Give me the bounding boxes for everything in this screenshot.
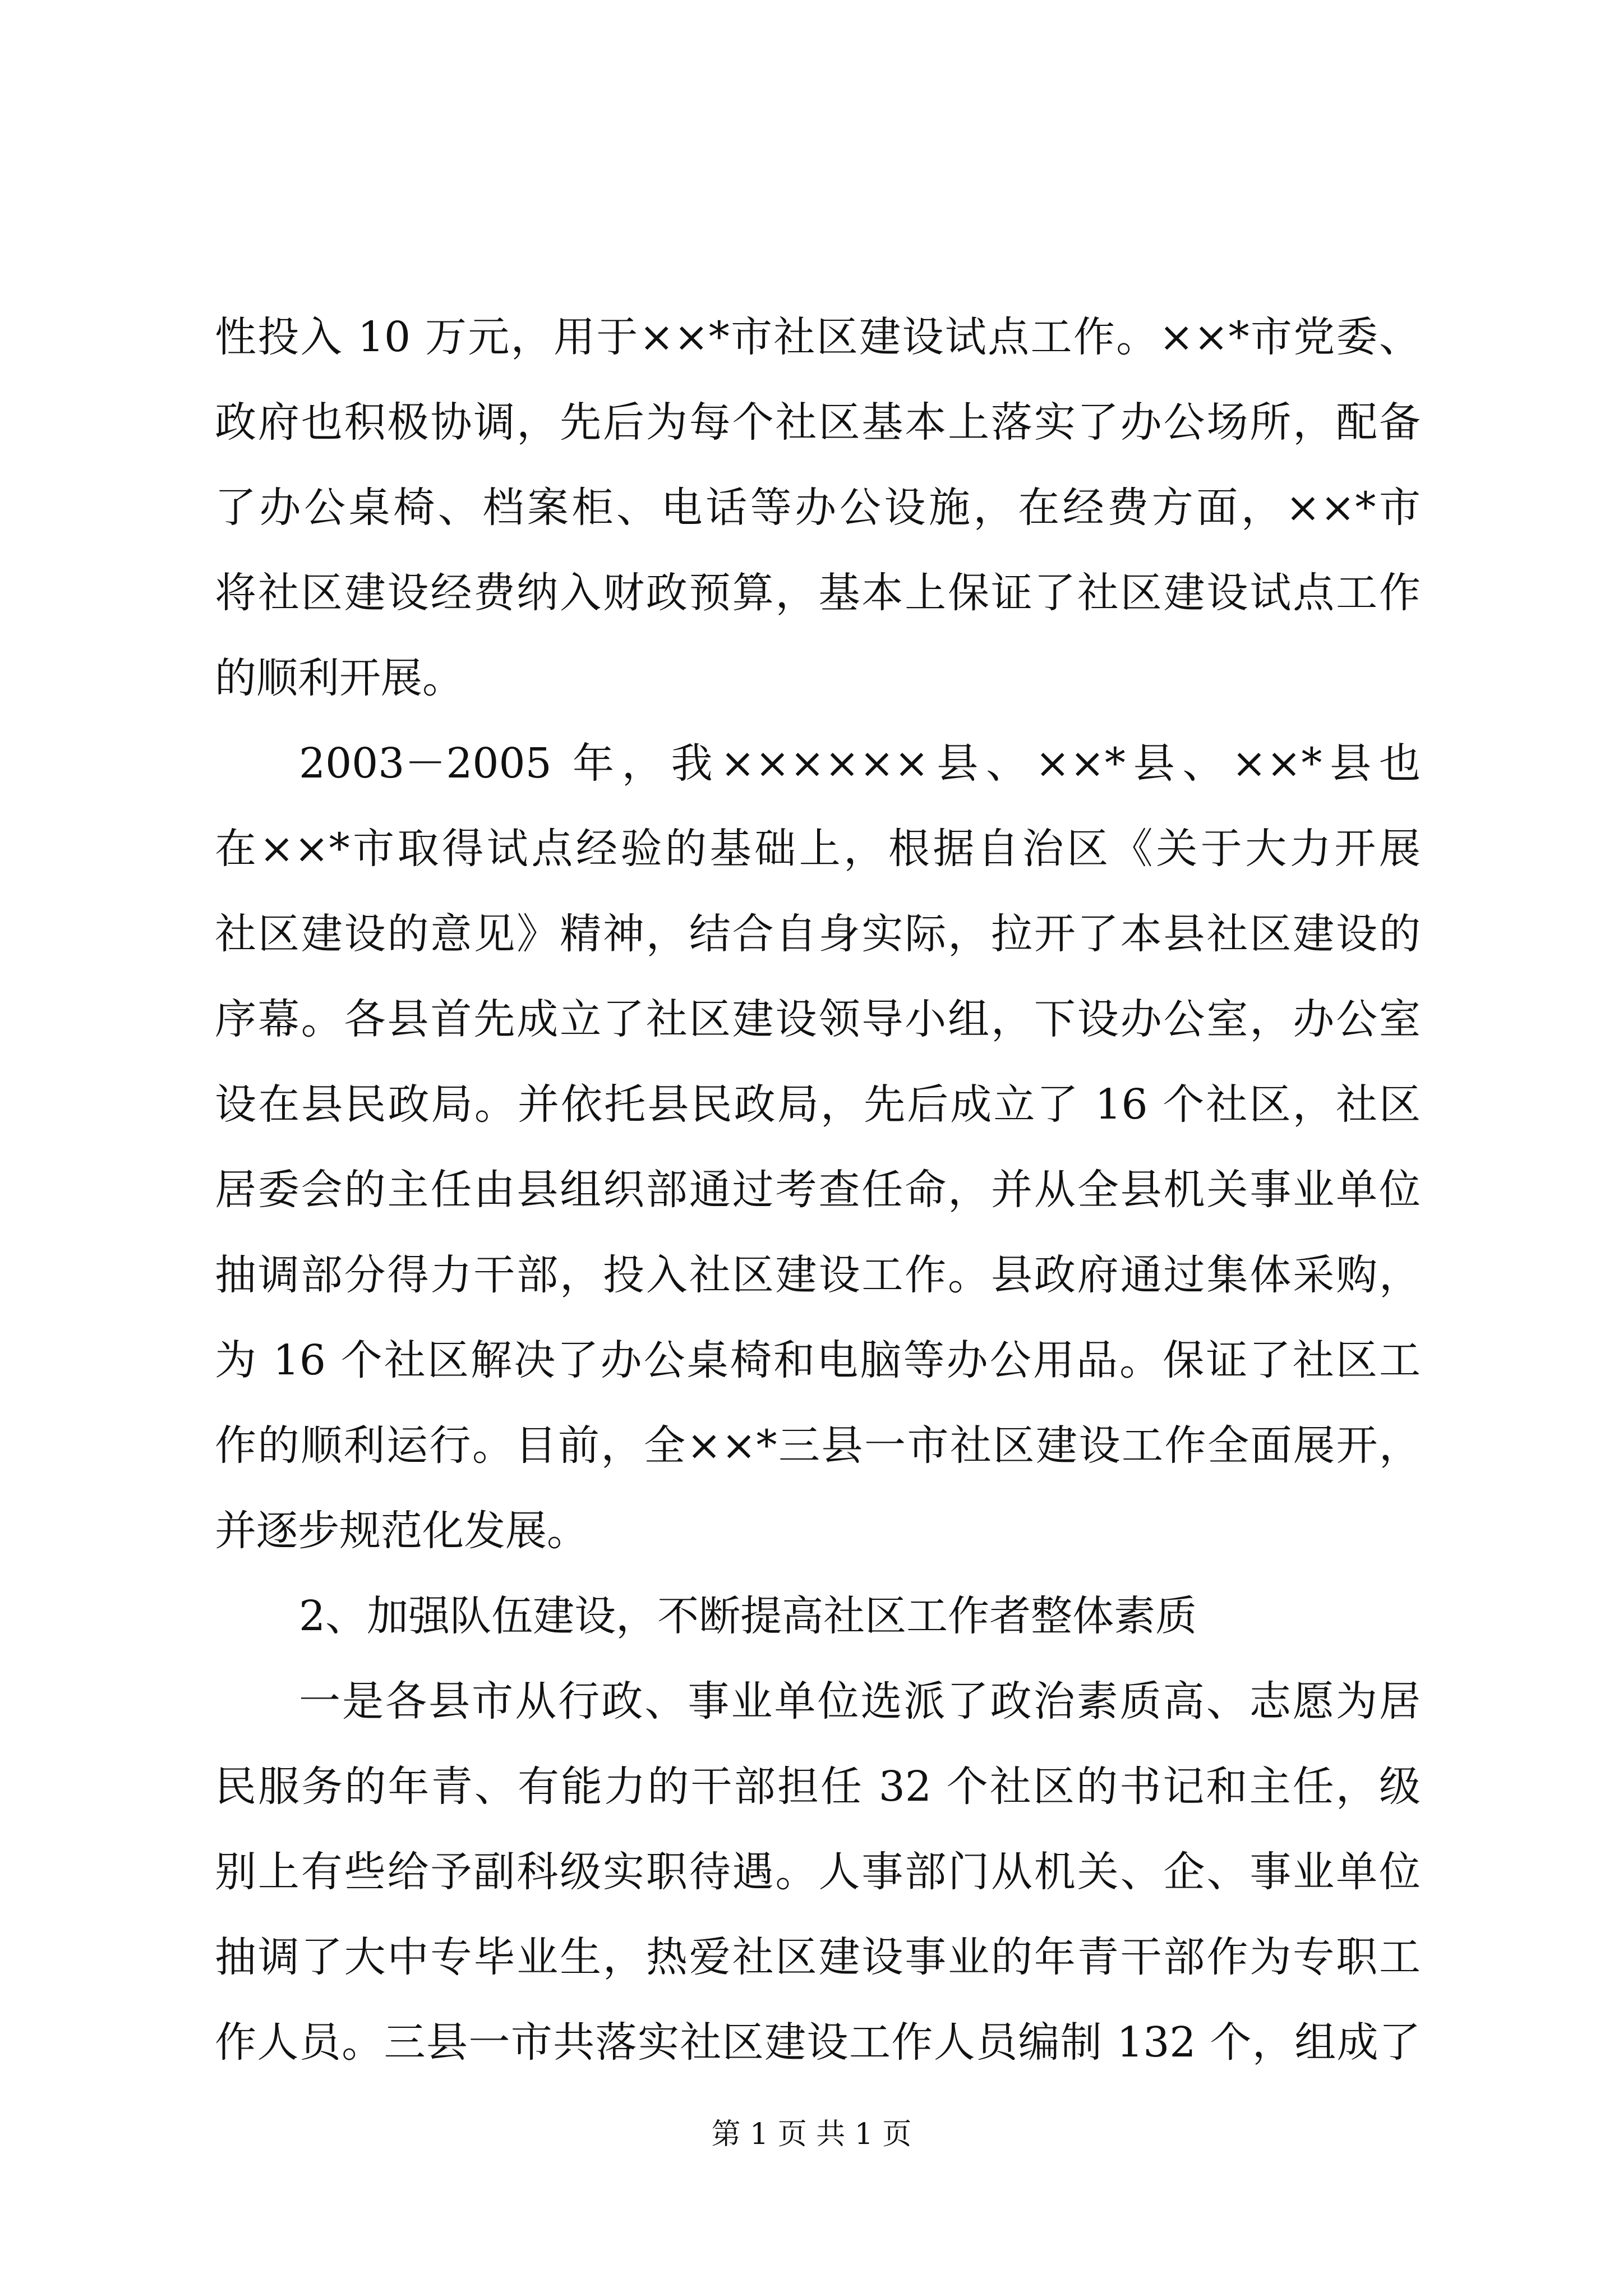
text-line: 别上有些给予副科级实职待遇。人事部门从机关、企、事业单位 [215, 1848, 1421, 1896]
text-line: 序幕。各县首先成立了社区建设领导小组，下设办公室，办公室 [215, 995, 1421, 1043]
text-line: 居委会的主任由县组织部通过考查任命，并从全县机关事业单位 [215, 1166, 1421, 1214]
text-line: 为 16 个社区解决了办公桌椅和电脑等办公用品。保证了社区工 [215, 1336, 1421, 1384]
paragraph-start-line: 一是各县市从行政、事业单位选派了政治素质高、志愿为居 [299, 1677, 1421, 1726]
text-line: 性投入 10 万元，用于××*市社区建设试点工作。××*市党委、 [215, 313, 1421, 361]
text-line: 抽调部分得力干部，投入社区建设工作。县政府通过集体采购， [215, 1251, 1421, 1299]
text-line: 设在县民政局。并依托县民政局，先后成立了 16 个社区，社区 [215, 1080, 1421, 1129]
text-line: 政府也积极协调，先后为每个社区基本上落实了办公场所，配备 [215, 398, 1421, 447]
text-line: 民服务的年青、有能力的干部担任 32 个社区的书记和主任，级 [215, 1763, 1421, 1811]
text-line: 抽调了大中专毕业生，热爱社区建设事业的年青干部作为专职工 [215, 1933, 1421, 1981]
text-line: 作人员。三县一市共落实社区建设工作人员编制 132 个，组成了 [215, 2018, 1421, 2067]
text-line: 在××*市取得试点经验的基础上，根据自治区《关于大力开展 [215, 825, 1421, 873]
page-number-footer: 第 1 页 共 1 页 [711, 2118, 912, 2151]
text-line: 将社区建设经费纳入财政预算，基本上保证了社区建设试点工作 [215, 569, 1421, 617]
section-heading: 2、加强队伍建设，不断提高社区工作者整体素质 [299, 1592, 1197, 1640]
paragraph-start-line: 2003－2005 年，我××××××县、××*县、××*县也 [299, 739, 1421, 788]
document-body [215, 295, 1421, 2085]
text-line: 的顺利开展。 [215, 654, 464, 702]
text-line: 并逐步规范化发展。 [215, 1507, 588, 1555]
text-line: 社区建设的意见》精神，结合自身实际，拉开了本县社区建设的 [215, 910, 1421, 958]
text-line: 了办公桌椅、档案柜、电话等办公设施，在经费方面，××*市 [215, 484, 1421, 532]
text-line: 作的顺利运行。目前，全××*三县一市社区建设工作全面展开， [215, 1421, 1421, 1470]
